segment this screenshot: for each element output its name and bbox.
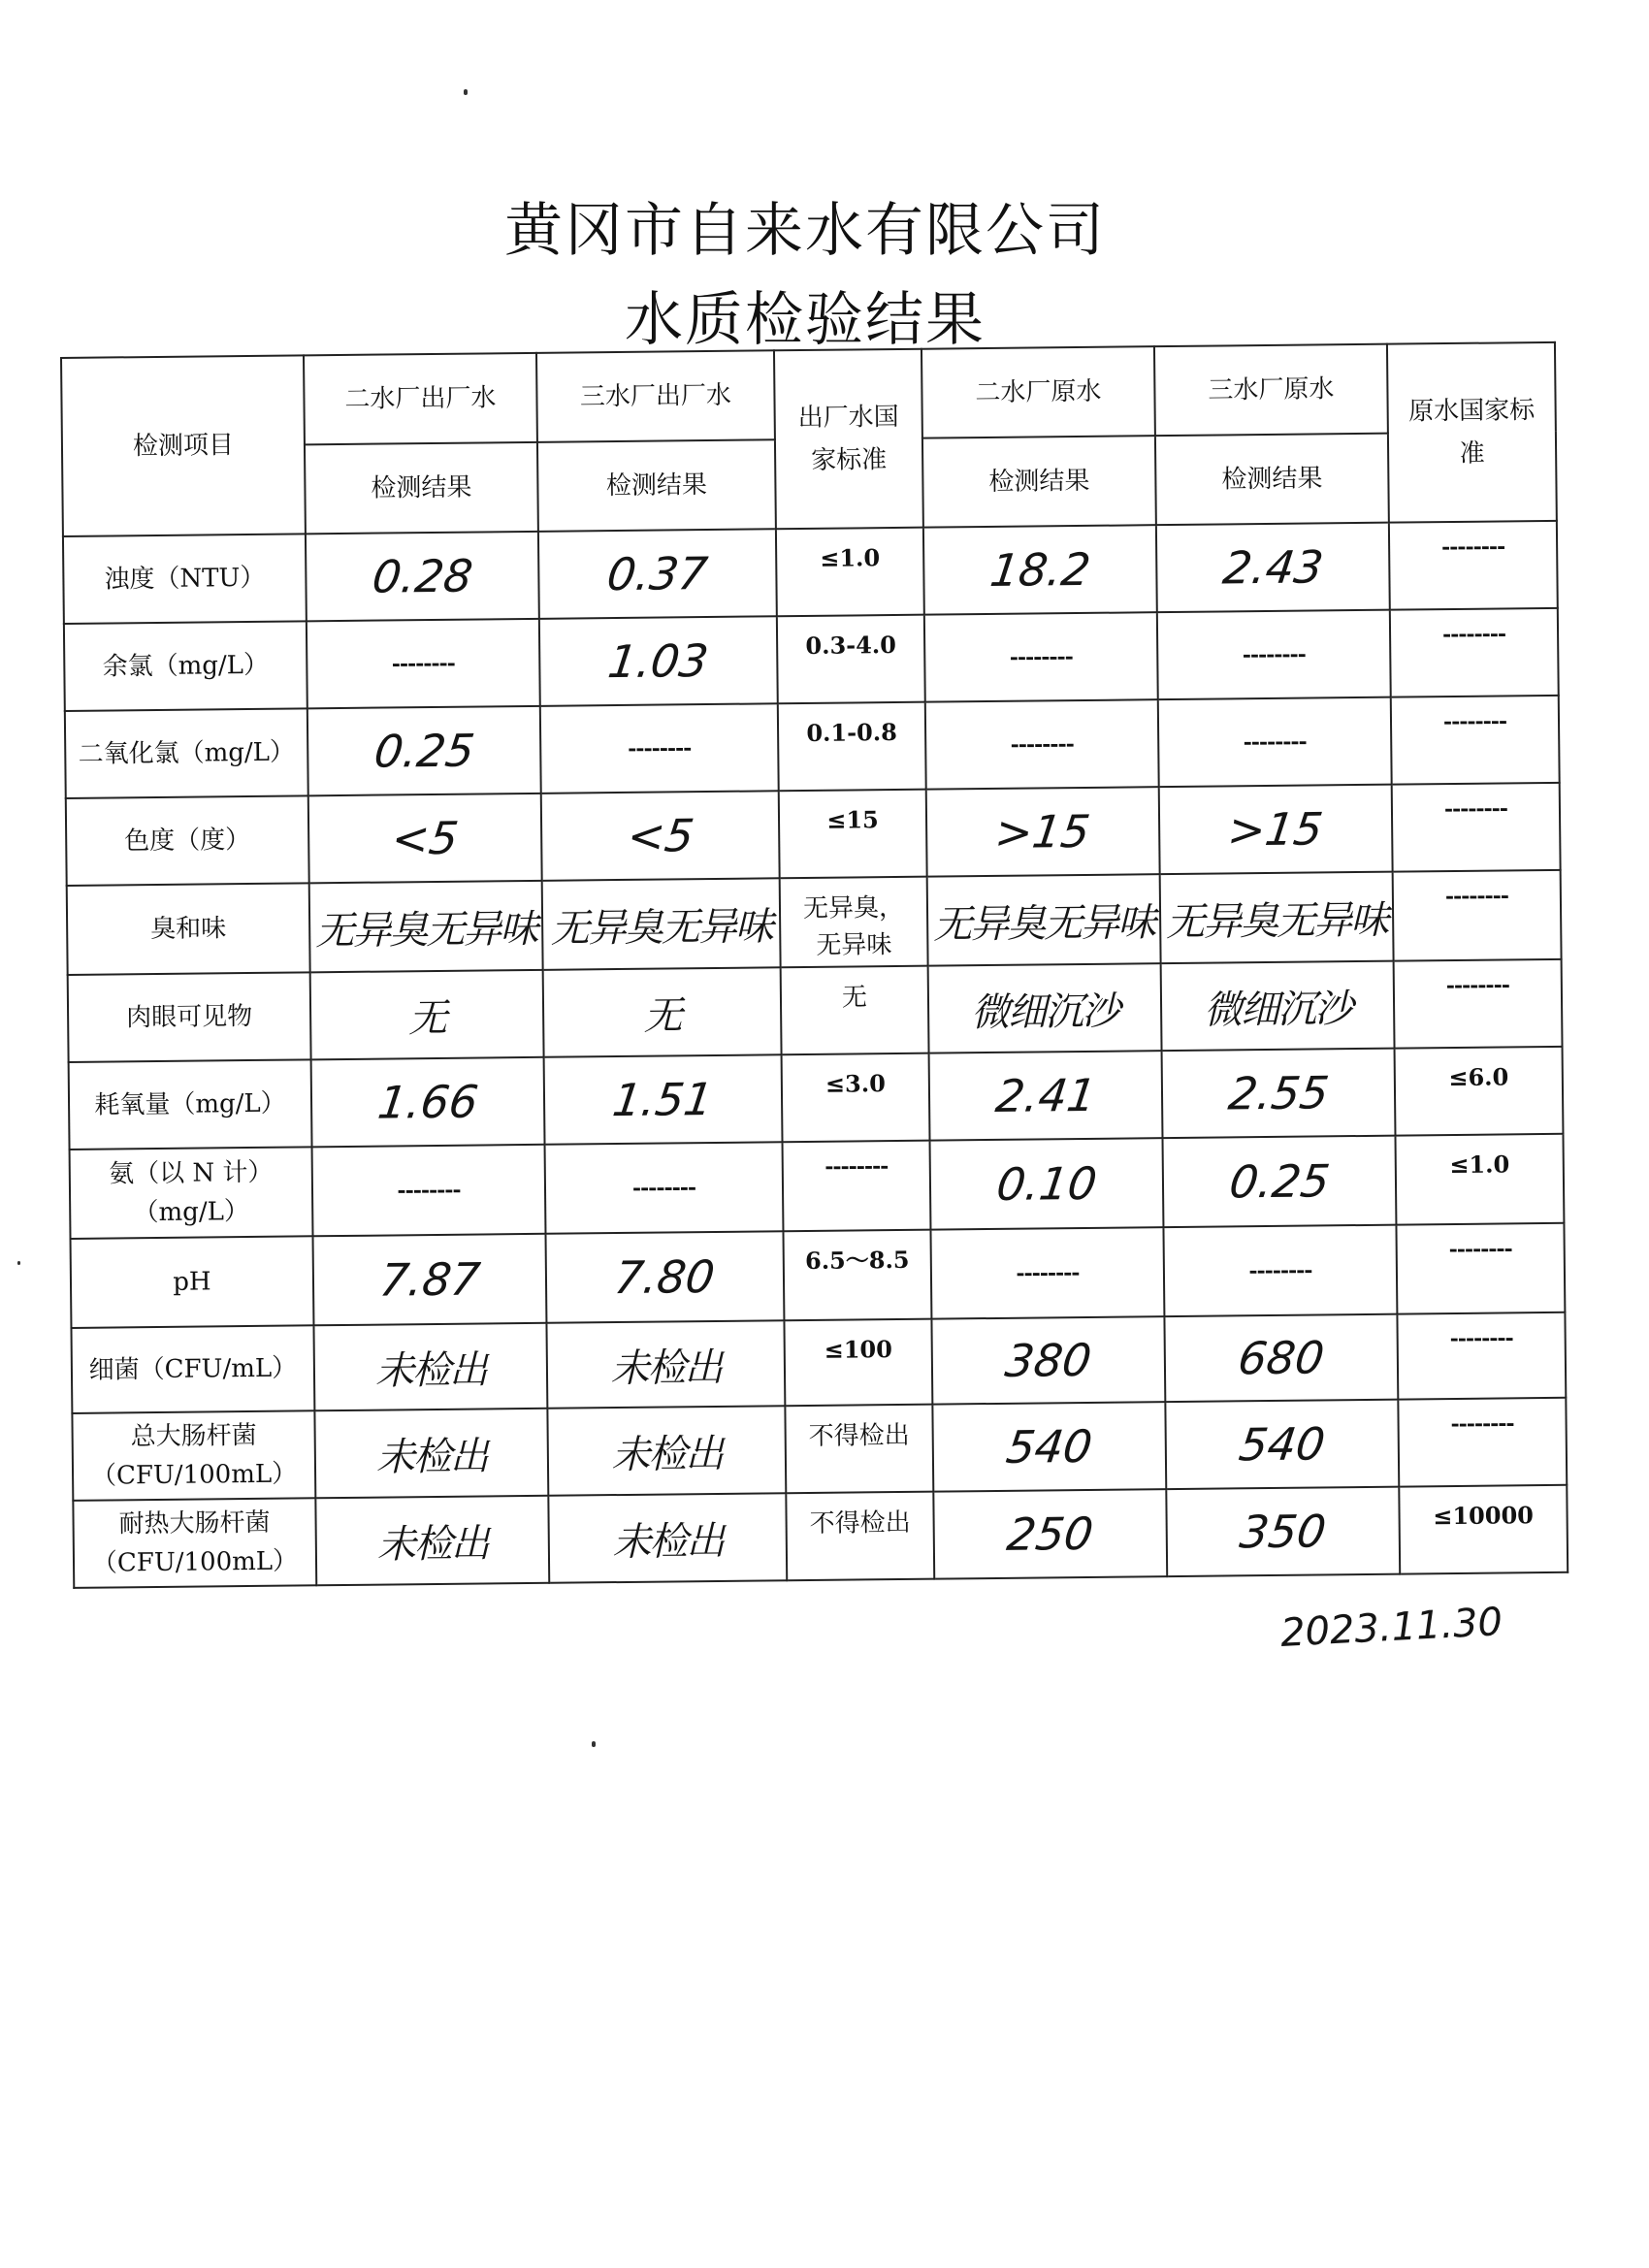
plant3-raw-cell — [1161, 961, 1395, 1052]
plant2-out-cell — [307, 706, 541, 796]
plant3-out-cell-text: -------- — [628, 735, 692, 761]
table-row — [71, 1223, 1566, 1328]
item-cell — [63, 534, 307, 624]
item-cell — [66, 795, 309, 886]
out-standard-cell — [779, 790, 927, 879]
item-cell-text: 耐热大肠杆菌（CFU/100mL） — [91, 1507, 299, 1578]
raw-standard-cell-text: ≤10000 — [1433, 1501, 1535, 1531]
out-standard-cell-text: 0.3-4.0 — [805, 630, 897, 660]
out-standard-cell — [780, 877, 928, 968]
table-row — [68, 959, 1563, 1062]
header-out-standard: 出厂水国家标准 — [774, 349, 923, 530]
plant2-raw-cell-text: 2.41 — [992, 1068, 1099, 1122]
plant2-out-cell-text: 7.87 — [376, 1252, 483, 1307]
item-cell-text: 耗氧量（mg/L） — [94, 1088, 286, 1120]
header-result-1: 检测结果 — [305, 442, 538, 535]
plant2-raw-cell-text: 540 — [1003, 1419, 1096, 1474]
plant3-raw-cell — [1164, 1314, 1398, 1403]
plant3-out-cell — [547, 1406, 786, 1496]
plant2-out-cell-text: -------- — [397, 1177, 461, 1204]
water-quality-table — [60, 341, 1568, 1589]
plant2-raw-cell — [930, 1138, 1164, 1230]
item-cell — [70, 1147, 313, 1239]
raw-standard-cell — [1390, 608, 1559, 697]
plant2-raw-cell-text: 18.2 — [986, 542, 1094, 598]
plant3-raw-cell — [1156, 523, 1390, 613]
out-standard-cell-text: 不得检出 — [808, 1420, 910, 1451]
plant3-out-cell — [540, 703, 779, 794]
item-cell — [71, 1325, 314, 1413]
plant3-raw-cell — [1163, 1225, 1397, 1317]
raw-standard-cell — [1397, 1312, 1566, 1400]
plant2-raw-cell — [926, 787, 1160, 877]
item-cell-text: 二氧化氯（mg/L） — [78, 737, 296, 769]
plant2-raw-cell — [925, 699, 1159, 790]
plant3-raw-cell-text: 540 — [1236, 1417, 1329, 1472]
plant3-raw-cell-text: 2.43 — [1219, 540, 1327, 595]
item-cell-text: 余氯（mg/L） — [102, 650, 270, 682]
plant2-out-cell — [315, 1496, 549, 1586]
raw-standard-cell-text: -------- — [1444, 883, 1509, 910]
plant2-raw-cell — [927, 874, 1161, 966]
out-standard-cell-text: ≤3.0 — [824, 1069, 886, 1098]
item-cell-text: 浊度（NTU） — [104, 563, 266, 595]
raw-standard-cell-text: -------- — [1449, 1325, 1513, 1352]
header-result-2: 检测结果 — [537, 439, 776, 532]
item-cell — [73, 1498, 316, 1588]
item-cell-text: 肉眼可见物 — [125, 1001, 253, 1033]
table-row — [65, 696, 1560, 798]
plant2-raw-cell — [924, 612, 1158, 702]
item-cell — [68, 972, 311, 1062]
plant2-out-cell — [313, 1323, 547, 1411]
plant2-out-cell-text: -------- — [391, 650, 455, 677]
company-title: 黄冈市自来水有限公司 — [504, 197, 1106, 265]
plant3-raw-cell-text: -------- — [1248, 1257, 1312, 1284]
plant3-out-cell-text: 未检出 — [610, 1345, 722, 1391]
out-standard-cell — [776, 528, 924, 617]
raw-standard-cell — [1394, 959, 1563, 1049]
table-row — [63, 521, 1558, 624]
header-result-3: 检测结果 — [922, 436, 1156, 528]
out-standard-cell — [782, 1053, 930, 1143]
plant3-raw-cell-text: >15 — [1225, 802, 1327, 857]
scan-speck — [592, 1741, 596, 1747]
item-cell — [69, 1059, 312, 1150]
header-raw-standard: 原水国家标准 — [1387, 342, 1557, 523]
out-standard-cell-text: ≤100 — [824, 1335, 893, 1364]
plant2-out-cell-text: 无异臭无异味 — [314, 906, 537, 954]
raw-standard-cell-text: -------- — [1441, 621, 1506, 648]
table-body — [63, 521, 1568, 1588]
plant2-out-cell — [306, 532, 539, 622]
table-row — [64, 608, 1559, 711]
plant3-raw-cell — [1162, 1049, 1396, 1139]
plant2-raw-cell-text: -------- — [1010, 731, 1074, 758]
plant2-raw-cell-text: 250 — [1004, 1507, 1097, 1561]
table-row — [69, 1047, 1564, 1150]
plant3-raw-cell-text: 350 — [1237, 1505, 1330, 1559]
plant3-out-cell-text: 无 — [643, 992, 681, 1039]
report-title: 水质检验结果 — [625, 286, 986, 354]
item-cell-text: 氨（以 N 计）（mg/L） — [109, 1157, 274, 1228]
plant2-out-cell-text: 无 — [407, 995, 446, 1041]
plant2-raw-cell-text: 无异臭无异味 — [932, 899, 1155, 948]
raw-standard-cell-text: ≤6.0 — [1448, 1062, 1509, 1092]
plant3-raw-cell — [1166, 1487, 1400, 1577]
out-standard-cell — [783, 1230, 931, 1321]
out-standard-cell — [785, 1405, 933, 1494]
plant3-out-cell — [538, 529, 777, 619]
out-standard-cell — [784, 1319, 932, 1407]
handwritten-date: 2023.11.30 — [1278, 1600, 1504, 1656]
plant3-raw-cell-text: 无异臭无异味 — [1165, 897, 1388, 945]
plant2-out-cell-text: 0.28 — [369, 549, 476, 603]
item-cell — [71, 1236, 314, 1328]
plant3-out-cell-text: 1.51 — [609, 1072, 717, 1127]
raw-standard-cell — [1391, 696, 1560, 785]
plant2-raw-cell — [931, 1316, 1165, 1405]
plant2-out-cell-text: 0.25 — [371, 724, 477, 778]
item-cell — [67, 883, 310, 975]
plant2-raw-cell-text: 微细沉沙 — [970, 988, 1119, 1035]
plant3-raw-cell — [1158, 697, 1392, 788]
plant3-raw-cell-text: 680 — [1235, 1331, 1328, 1385]
plant3-out-cell-text: 0.37 — [604, 546, 711, 601]
plant2-out-cell-text: 未检出 — [375, 1433, 488, 1480]
out-standard-cell — [786, 1492, 934, 1581]
plant3-out-cell-text: 1.03 — [605, 633, 712, 689]
out-standard-cell-text: 不得检出 — [809, 1507, 911, 1539]
out-standard-cell — [778, 702, 926, 792]
plant3-out-cell — [545, 1142, 784, 1234]
plant3-raw-cell — [1159, 785, 1393, 875]
table-row — [67, 870, 1562, 975]
plant3-raw-cell — [1165, 1400, 1399, 1490]
raw-standard-cell-text: -------- — [1440, 534, 1505, 561]
plant3-raw-cell-text: 微细沉沙 — [1203, 986, 1352, 1033]
plant3-raw-cell — [1162, 1136, 1396, 1228]
plant3-raw-cell-text: 2.55 — [1225, 1066, 1332, 1120]
header-result-4: 检测结果 — [1155, 434, 1389, 526]
plant2-raw-cell — [930, 1227, 1164, 1319]
raw-standard-cell-text: -------- — [1442, 708, 1507, 735]
out-standard-cell-text: ≤1.0 — [820, 543, 881, 572]
plant3-out-cell — [543, 967, 782, 1057]
item-cell — [72, 1410, 315, 1501]
header-plant3-out: 三水厂出厂水 — [536, 350, 775, 442]
raw-standard-cell-text: ≤1.0 — [1449, 1150, 1510, 1180]
plant2-out-cell — [311, 1057, 545, 1148]
plant3-out-cell-text: 未检出 — [611, 1431, 723, 1477]
plant3-out-cell-text: <5 — [624, 809, 697, 862]
out-standard-cell — [781, 966, 929, 1055]
scan-speck — [17, 1261, 20, 1265]
plant3-out-cell-text: 未检出 — [612, 1518, 724, 1565]
plant2-out-cell — [308, 794, 542, 884]
plant2-raw-cell — [933, 1489, 1167, 1579]
plant2-raw-cell — [929, 1051, 1163, 1141]
raw-standard-cell — [1398, 1398, 1567, 1487]
plant3-out-cell — [542, 878, 781, 970]
plant3-out-cell — [545, 1231, 784, 1323]
plant2-out-cell-text: 1.66 — [374, 1075, 481, 1129]
out-standard-cell-text: 无 — [841, 983, 868, 1013]
out-standard-cell-text: 0.1-0.8 — [806, 717, 897, 747]
table-row — [73, 1485, 1568, 1588]
plant2-raw-cell-text: -------- — [1009, 644, 1073, 670]
item-cell-text: 臭和味 — [150, 914, 227, 945]
plant3-raw-cell-text: -------- — [1243, 729, 1307, 756]
item-cell-text: 细菌（CFU/mL） — [88, 1353, 298, 1385]
table-row — [72, 1398, 1567, 1501]
plant3-out-cell-text: -------- — [631, 1175, 696, 1201]
raw-standard-cell-text: -------- — [1445, 972, 1510, 999]
plant2-raw-cell-text: -------- — [1016, 1260, 1080, 1286]
plant3-out-cell-text: 无异臭无异味 — [550, 903, 772, 952]
plant2-raw-cell-text: 380 — [1002, 1333, 1095, 1387]
header-plant2-raw: 二水厂原水 — [922, 346, 1155, 438]
header-plant3-raw: 三水厂原水 — [1154, 344, 1388, 437]
plant3-out-cell — [541, 791, 780, 881]
header-item: 检测项目 — [61, 355, 306, 536]
out-standard-cell-text: 无异臭，无异味 — [802, 892, 905, 960]
plant2-raw-cell — [932, 1402, 1166, 1492]
item-cell — [64, 621, 307, 711]
plant3-out-cell-text: 7.80 — [611, 1249, 719, 1305]
raw-standard-cell — [1396, 1223, 1565, 1314]
raw-standard-cell — [1395, 1134, 1564, 1225]
out-standard-cell — [777, 615, 925, 704]
plant2-out-cell — [309, 881, 543, 973]
plant3-out-cell — [548, 1493, 787, 1583]
plant3-out-cell — [546, 1320, 785, 1409]
out-standard-cell — [783, 1141, 931, 1232]
raw-standard-cell-text: -------- — [1450, 1410, 1514, 1438]
plant3-raw-cell — [1157, 610, 1391, 700]
plant3-raw-cell-text: 0.25 — [1226, 1154, 1333, 1209]
raw-standard-cell-text: -------- — [1443, 795, 1508, 823]
plant2-out-cell — [312, 1145, 546, 1237]
plant2-out-cell-text: <5 — [388, 811, 462, 865]
plant2-out-cell-text: 未检出 — [376, 1520, 489, 1568]
out-standard-cell-text: ≤15 — [826, 805, 879, 834]
raw-standard-cell — [1395, 1047, 1564, 1136]
plant2-out-cell — [307, 619, 540, 709]
plant3-out-cell — [544, 1054, 783, 1145]
plant3-out-cell — [539, 616, 778, 706]
table-row — [66, 783, 1561, 886]
header-plant2-out: 二水厂出厂水 — [304, 353, 537, 445]
plant2-out-cell — [310, 970, 544, 1060]
item-cell-text: 色度（度） — [124, 825, 251, 857]
raw-standard-cell — [1389, 521, 1558, 610]
item-cell-text: 总大肠杆菌（CFU/100mL） — [90, 1420, 298, 1491]
raw-standard-cell — [1399, 1485, 1568, 1574]
out-standard-cell-text: 6.5～8.5 — [804, 1245, 910, 1276]
plant2-raw-cell-text: 0.10 — [993, 1156, 1100, 1211]
raw-standard-cell-text: -------- — [1448, 1236, 1512, 1263]
plant2-out-cell — [313, 1234, 547, 1326]
plant2-raw-cell — [928, 963, 1162, 1053]
plant3-raw-cell-text: -------- — [1242, 641, 1306, 668]
raw-standard-cell — [1392, 783, 1561, 872]
plant2-raw-cell-text: >15 — [992, 804, 1094, 859]
table-row — [71, 1312, 1566, 1413]
plant2-out-cell — [314, 1409, 548, 1499]
out-standard-cell-text: -------- — [824, 1153, 889, 1180]
plant2-raw-cell — [923, 525, 1157, 615]
raw-standard-cell — [1393, 870, 1562, 961]
table-row — [70, 1134, 1565, 1239]
plant2-out-cell-text: 未检出 — [374, 1346, 487, 1394]
item-cell-text: pH — [173, 1267, 211, 1297]
item-cell — [65, 708, 308, 798]
plant3-raw-cell — [1160, 872, 1394, 964]
scan-speck — [464, 89, 468, 95]
